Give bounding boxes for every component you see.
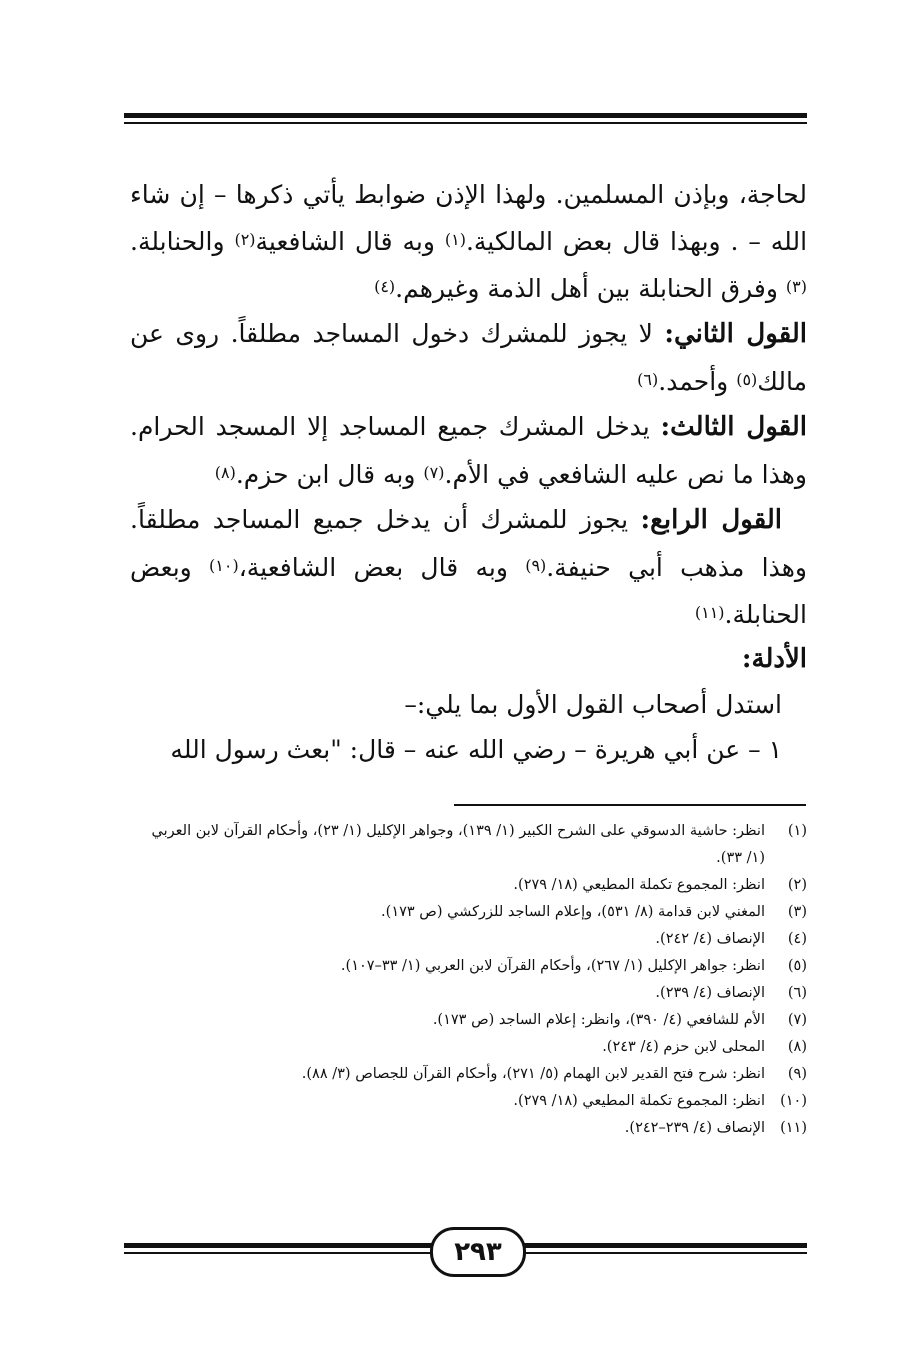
footnote-item [130,1007,807,1034]
text-run: لحاجة، وبإذن المسلمين. ولهذا الإذن ضوابط يأتي ذكرها – إن شاء الله – . وبهذا قال بعض المالكية. [130,180,808,256]
footnote-number: (٨) [787,1039,807,1055]
footnote-item [130,926,807,953]
footnote-ref-4[interactable]: (٤) [374,277,396,296]
footnote-item [130,818,807,872]
footnote-item [130,1115,807,1142]
header-rule-thin [124,122,807,124]
footnote-item [130,1034,807,1061]
footnote-text: انظر: حاشية الدسوقي على الشرح الكبير (١/ ١٣٩)، وجواهر الإكليل (١/ ٢٣)، وأحكام القرآن لابن العربي (١/ ٣٣). [151,823,765,866]
opinion-3-heading: القول الثالث: [660,412,807,442]
paragraph-intro [130,172,807,311]
opinion-2-heading: القول الثاني: [664,319,807,349]
footnote-number: (٧) [787,1012,807,1028]
text-run: وبعض الحنابلة. [130,553,807,629]
footnote-number: (٢) [787,877,807,893]
footnote-text: انظر: المجموع تكملة المطيعي (١٨/ ٢٧٩). [513,1093,765,1109]
page-number: ٢٩٣ [430,1227,526,1277]
paragraph-opinion-3 [130,404,807,497]
footnote-number: (٤) [787,931,807,947]
evidence-item-1: ١ – عن أبي هريرة – رضي الله عنه – قال: "بعث رسول الله [170,735,782,764]
footnote-text: الإنصاف (٤/ ٢٣٩). [655,985,765,1001]
footnote-text: الإنصاف (٤/ ٢٤٢). [655,931,765,947]
text-run: يدخل المشرك جميع المساجد إلا المسجد الحرام. وهذا ما نص عليه الشافعي في الأم. [130,412,807,489]
paragraph-opinion-4 [130,497,807,637]
text-run: وبه قال ابن حزم. [235,460,424,489]
footnote-number: (٦) [787,985,807,1001]
footnote-ref-1[interactable]: (١) [444,230,466,249]
footnotes-list [130,818,807,1142]
footnote-ref-3[interactable]: (٣) [785,277,807,296]
footnote-separator [454,804,806,806]
footnote-number: (١٠) [780,1093,807,1109]
text-run: والحنابلة. [130,227,235,256]
footnote-item [130,872,807,899]
footnote-ref-8[interactable]: (٨) [214,463,236,482]
footnote-item [130,1088,807,1115]
footnote-item [130,899,807,926]
footnote-ref-11[interactable]: (١١) [694,603,725,622]
footnote-ref-2[interactable]: (٢) [234,230,256,249]
evidence-intro: استدل أصحاب القول الأول بما يلي:– [404,690,782,719]
text-run: لا يجوز للمشرك دخول المساجد مطلقاً. روى عن مالك [130,319,807,396]
footnote-text: الإنصاف (٤/ ٢٣٩–٢٤٢). [624,1120,765,1136]
footnote-number: (٥) [787,958,807,974]
footnote-text: انظر: جواهر الإكليل (١/ ٢٦٧)، وأحكام القرآن لابن العربي (١/ ٣٣–١٠٧). [340,958,765,974]
footnote-item [130,980,807,1007]
footnote-text: الأم للشافعي (٤/ ٣٩٠)، وانظر: إعلام الساجد (ص ١٧٣). [432,1012,765,1028]
footnote-number: (٣) [787,904,807,920]
footnote-item [130,1061,807,1088]
text-run: وبه قال بعض الشافعية، [238,553,526,582]
text-run: وبه قال الشافعية [255,227,445,256]
footnote-ref-9[interactable]: (٩) [525,556,547,575]
text-run: يجوز للمشرك أن يدخل جميع المساجد مطلقاً. وهذا مذهب أبي حنيفة. [130,505,807,582]
opinion-4-heading: القول الرابع: [640,505,782,535]
main-text [130,172,807,772]
footnote-text: المغني لابن قدامة (٨/ ٥٣١)، وإعلام الساجد للزركشي (ص ١٧٣). [381,904,765,920]
text-run: وأحمد. [658,367,737,396]
footnote-number: (١١) [780,1120,807,1136]
footnote-ref-6[interactable]: (٦) [637,370,659,389]
footnote-ref-10[interactable]: (١٠) [209,556,239,575]
footnote-ref-7[interactable]: (٧) [423,463,445,482]
header-rule-thick [124,113,807,118]
text-run: وفرق الحنابلة بين أهل الذمة وغيرهم. [395,274,786,303]
footnote-number: (١) [787,823,807,839]
footnote-text: المحلى لابن حزم (٤/ ٢٤٣). [602,1039,765,1055]
evidence-section-title: الأدلة: [741,644,807,674]
footnote-item [130,953,807,980]
footnote-number: (٩) [787,1066,807,1082]
footnote-ref-5[interactable]: (٥) [736,370,758,389]
footnote-text: انظر: شرح فتح القدير لابن الهمام (٥/ ٢٧١)، وأحكام القرآن للجصاص (٣/ ٨٨). [301,1066,765,1082]
footnote-text: انظر: المجموع تكملة المطيعي (١٨/ ٢٧٩). [513,877,765,893]
paragraph-opinion-2 [130,311,807,404]
